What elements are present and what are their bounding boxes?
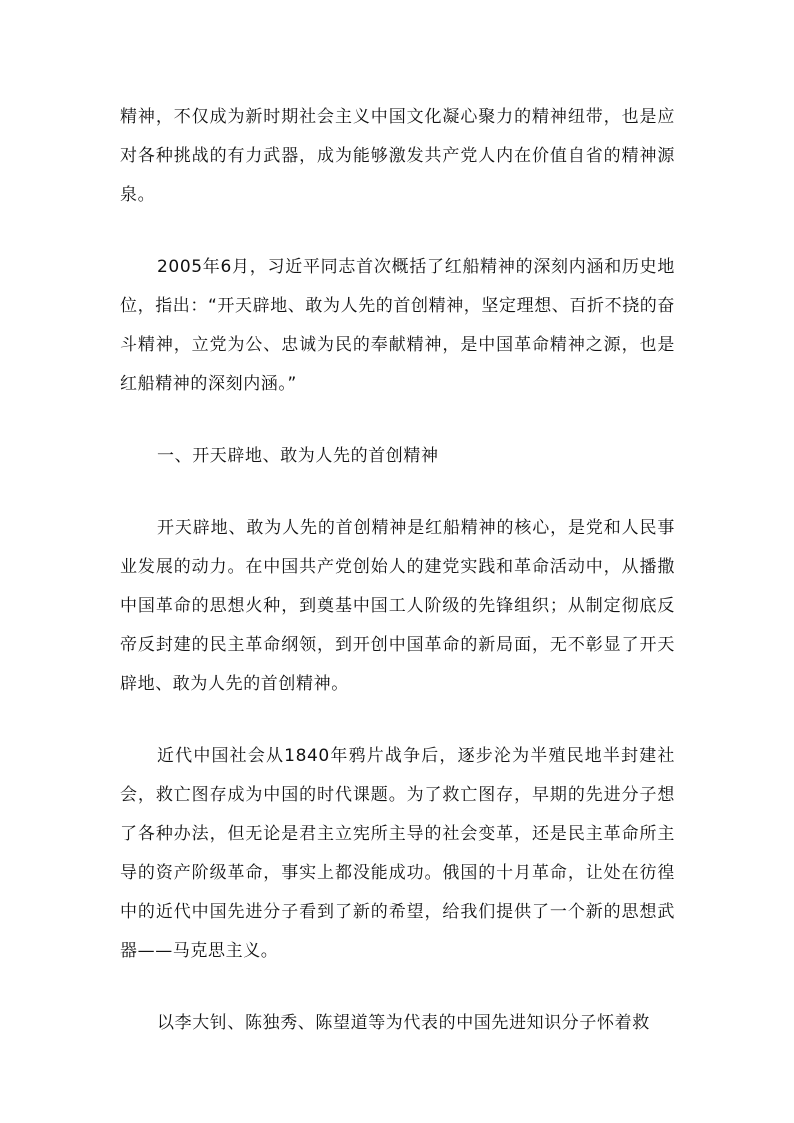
paragraph-2: 2005年6月，习近平同志首次概括了红船精神的深刻内涵和历史地位，指出：“开天辟地、敢为人先的首创精神，坚定理想、百折不挠的奋斗精神，立党为公、忠诚为民的奉献精神，是中国革命精神之源，也是红船精神的深刻内涵。” bbox=[120, 257, 676, 394]
paragraph-1: 精神，不仅成为新时期社会主义中国文化凝心聚力的精神纽带，也是应对各种挑战的有力武器，成为能够激发共产党人内在价值自省的精神源泉。 bbox=[120, 107, 675, 205]
section-heading: 一、开天辟地、敢为人先的首创精神 bbox=[157, 446, 439, 466]
paragraph-4: 近代中国社会从1840年鸦片战争后，逐步沦为半殖民地半封建社会，救亡图存成为中国的时代课题。为了救亡图存，早期的先进分子想了各种办法，但无论是君主立宪所主导的社会变革，还是民主革命所主导的资产阶级革命，事实上都没能成功。俄国的十月革命，让处在彷徨中的近代中国先进分子看到了新的希望，给我们提供了一个新的思想武器——马克思主义。 bbox=[120, 746, 675, 961]
paragraph-5: 以李大钊、陈独秀、陈望道等为代表的中国先进知识分子怀着救 bbox=[157, 1013, 650, 1033]
document-body bbox=[120, 98, 675, 1043]
paragraph-3: 开天辟地、敢为人先的首创精神是红船精神的核心，是党和人民事业发展的动力。在中国共产党创始人的建党实践和革命活动中，从播撒中国革命的思想火种，到奠基中国工人阶级的先锋组织；从制定彻底反帝反封建的民主革命纲领，到开创中国革命的新局面，无不彰显了开天辟地、敢为人先的首创精神。 bbox=[120, 518, 675, 694]
